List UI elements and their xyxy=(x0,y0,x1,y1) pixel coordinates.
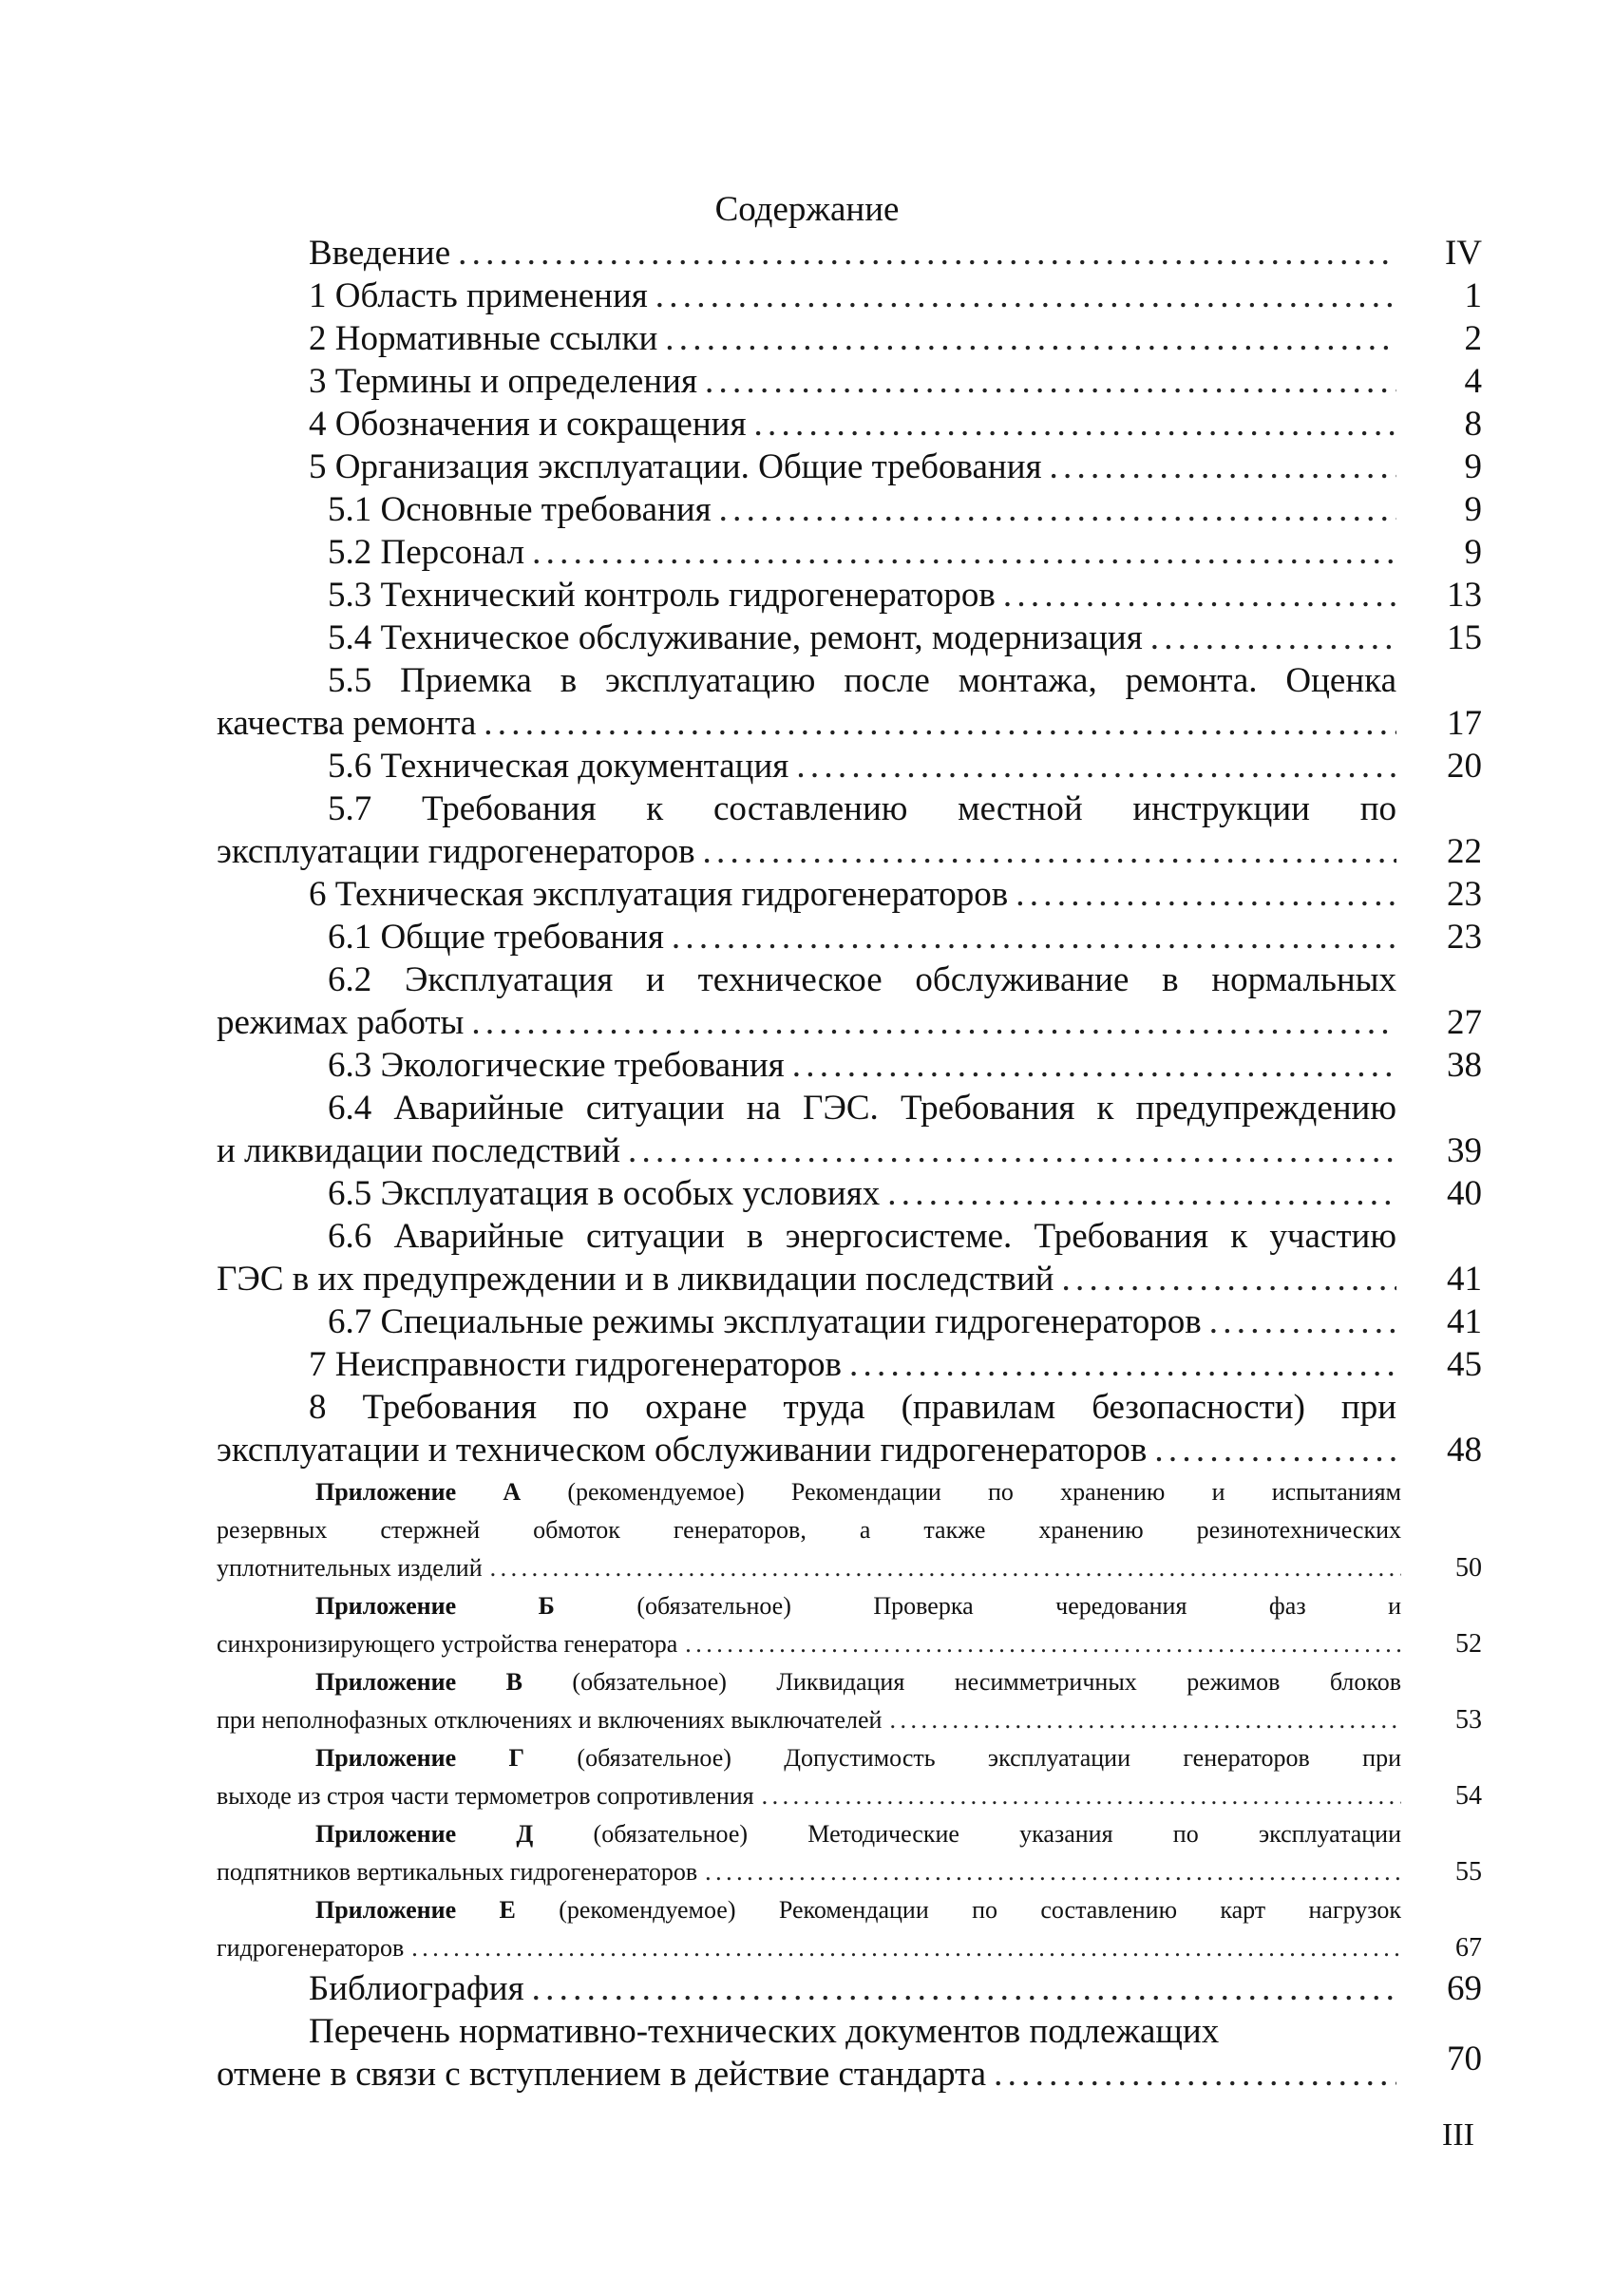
toc-line xyxy=(328,574,1396,617)
toc-text: 5.1 Основные требования xyxy=(328,490,712,529)
toc-entry[interactable] xyxy=(0,1215,1614,1300)
leader-dots xyxy=(705,1853,1401,1891)
leader-dots xyxy=(889,1701,1401,1739)
toc-appendix[interactable] xyxy=(0,1663,1614,1739)
leader-dots xyxy=(1150,617,1396,659)
page-ref: 20 xyxy=(1447,747,1482,786)
toc-line xyxy=(309,317,1396,360)
toc-line xyxy=(217,1511,1401,1549)
toc-line xyxy=(309,360,1396,403)
toc-text: выходе из строя части термометров сопротивления xyxy=(217,1782,754,1810)
toc-line xyxy=(328,745,1396,787)
toc-text: гидрогенераторов xyxy=(217,1934,405,1962)
toc-text: (рекомендуемое) Рекомендации по составлению карт нагрузок xyxy=(559,1896,1401,1924)
toc-text: резервных стержней обмоток генераторов, а также хранению резинотехнических xyxy=(217,1516,1401,1544)
appendix-label: Приложение Е xyxy=(315,1896,516,1924)
toc-text: 4 Обозначения и сокращения xyxy=(309,405,747,444)
appendix-label: Приложение А xyxy=(315,1478,522,1506)
toc-line xyxy=(217,1001,1396,1044)
toc-line xyxy=(309,1386,1396,1429)
toc-line xyxy=(309,403,1396,446)
toc-entry[interactable] xyxy=(0,958,1614,1044)
toc-line xyxy=(217,1625,1401,1663)
toc-text: эксплуатации гидрогенераторов xyxy=(217,832,695,871)
toc-line xyxy=(217,1258,1396,1300)
page-ref: 70 xyxy=(1447,2040,1482,2078)
toc-text: 6.4 Аварийные ситуации на ГЭС. Требования к предупреждению xyxy=(328,1089,1396,1128)
toc-line xyxy=(309,1967,1396,2010)
page-ref: 40 xyxy=(1447,1174,1482,1213)
toc-entry[interactable] xyxy=(0,2010,1614,2096)
toc-appendix[interactable] xyxy=(0,1739,1614,1815)
appendix-label: Приложение Д xyxy=(315,1820,534,1848)
appendix-label: Приложение Б xyxy=(315,1592,555,1620)
toc-line xyxy=(328,488,1396,531)
toc-text: 8 Требования по охране труда (правилам безопасности) при xyxy=(309,1388,1396,1427)
toc-text: 5 Организация эксплуатации. Общие требования xyxy=(309,447,1042,486)
page-ref: IV xyxy=(1444,234,1482,273)
toc-text: 7 Неисправности гидрогенераторов xyxy=(309,1345,842,1384)
toc-entry[interactable] xyxy=(0,446,1614,488)
toc-entry[interactable] xyxy=(0,1967,1614,2010)
leader-dots xyxy=(887,1172,1396,1215)
toc-appendix[interactable] xyxy=(0,1815,1614,1891)
toc-line xyxy=(217,1929,1401,1967)
leader-dots xyxy=(1016,873,1396,916)
page-ref: 9 xyxy=(1464,447,1482,486)
toc-title: Содержание xyxy=(714,190,900,229)
leader-dots xyxy=(532,1967,1396,2010)
toc-line xyxy=(217,1129,1396,1172)
page-ref: 9 xyxy=(1464,533,1482,572)
leader-dots xyxy=(411,1929,1401,1967)
page-ref: 38 xyxy=(1447,1046,1482,1085)
toc-entry[interactable] xyxy=(0,360,1614,403)
toc-entry[interactable] xyxy=(0,916,1614,958)
toc-line xyxy=(217,1549,1401,1587)
page-ref: 9 xyxy=(1464,490,1482,529)
toc-text: Введение xyxy=(309,234,451,273)
toc-entry[interactable] xyxy=(0,574,1614,617)
page-ref: 45 xyxy=(1447,1345,1482,1384)
toc-text: при неполнофазных отключениях и включениях выключателей xyxy=(217,1706,883,1734)
page-ref: 39 xyxy=(1447,1131,1482,1170)
leader-dots xyxy=(849,1343,1396,1386)
toc-line xyxy=(315,1473,1401,1511)
toc-appendix[interactable] xyxy=(0,1473,1614,1587)
toc-entry[interactable] xyxy=(0,1172,1614,1215)
leader-dots xyxy=(685,1625,1401,1663)
toc-entry[interactable] xyxy=(0,1087,1614,1172)
leader-dots xyxy=(1061,1258,1396,1300)
leader-dots xyxy=(753,403,1396,446)
toc-line xyxy=(309,873,1396,916)
leader-dots xyxy=(792,1044,1396,1087)
toc-text: (обязательное) Методические указания по эксплуатации xyxy=(593,1820,1402,1848)
toc-entry[interactable] xyxy=(0,232,1614,275)
toc-line xyxy=(328,958,1396,1001)
toc-text: 6.2 Эксплуатация и техническое обслуживание в нормальных xyxy=(328,960,1396,999)
leader-dots xyxy=(484,702,1396,745)
leader-dots xyxy=(471,1001,1396,1044)
leader-dots xyxy=(665,317,1396,360)
toc-text: (обязательное) Допустимость эксплуатации генераторов при xyxy=(577,1744,1401,1772)
page-ref: 41 xyxy=(1447,1260,1482,1299)
page-ref: 22 xyxy=(1447,832,1482,871)
page-ref: 41 xyxy=(1447,1302,1482,1341)
toc-entry[interactable] xyxy=(0,659,1614,745)
toc-line xyxy=(328,659,1396,702)
leader-dots xyxy=(994,2053,1396,2096)
toc-text: Библиография xyxy=(309,1969,524,2008)
toc-line xyxy=(309,232,1396,275)
toc-text: 6 Техническая эксплуатация гидрогенераторов xyxy=(309,875,1009,914)
leader-dots xyxy=(705,360,1396,403)
page-ref: 50 xyxy=(1455,1553,1482,1583)
toc-text: режимах работы xyxy=(217,1003,465,1042)
toc-entry[interactable] xyxy=(0,1300,1614,1343)
toc-line xyxy=(217,702,1396,745)
toc-text: 6.3 Экологические требования xyxy=(328,1046,785,1085)
toc-text: (обязательное) Проверка чередования фаз и xyxy=(636,1592,1402,1620)
toc-text: 5.2 Персонал xyxy=(328,533,525,572)
leader-dots xyxy=(762,1777,1401,1815)
toc-text: 6.5 Эксплуатация в особых условиях xyxy=(328,1174,881,1213)
page-ref: 15 xyxy=(1447,618,1482,657)
toc-entry[interactable] xyxy=(0,1044,1614,1087)
toc-text: подпятников вертикальных гидрогенераторов xyxy=(217,1858,698,1886)
toc-line xyxy=(328,787,1396,830)
leader-dots xyxy=(655,275,1396,317)
toc-entry[interactable] xyxy=(0,1343,1614,1386)
toc-text: 5.4 Техническое обслуживание, ремонт, модернизация xyxy=(328,618,1143,657)
toc-line xyxy=(328,1215,1396,1258)
toc-line xyxy=(328,1044,1396,1087)
page-ref: 17 xyxy=(1447,704,1482,743)
page-ref: 52 xyxy=(1455,1629,1482,1659)
leader-dots xyxy=(458,232,1396,275)
toc-list xyxy=(0,232,1614,2096)
toc-text: 5.6 Техническая документация xyxy=(328,747,789,786)
toc-entry[interactable] xyxy=(0,1386,1614,1471)
toc-line xyxy=(309,2010,1396,2053)
toc-appendix[interactable] xyxy=(0,1891,1614,1967)
toc-entry[interactable] xyxy=(0,873,1614,916)
toc-line xyxy=(309,275,1396,317)
toc-text: 2 Нормативные ссылки xyxy=(309,319,658,358)
toc-text: 6.6 Аварийные ситуации в энергосистеме. Требования к участию xyxy=(328,1217,1396,1256)
toc-text: эксплуатации и техническом обслуживании гидрогенераторов xyxy=(217,1431,1148,1470)
page-ref: 53 xyxy=(1455,1705,1482,1735)
toc-entry[interactable] xyxy=(0,531,1614,574)
toc-text: и ликвидации последствий xyxy=(217,1131,620,1170)
page-ref: 2 xyxy=(1464,319,1482,358)
toc-text: (обязательное) Ликвидация несимметричных режимов блоков xyxy=(572,1668,1401,1696)
page-ref: 13 xyxy=(1447,576,1482,615)
page-ref: 69 xyxy=(1447,1969,1482,2008)
toc-line xyxy=(328,1300,1396,1343)
leader-dots xyxy=(1209,1300,1396,1343)
toc-line xyxy=(328,1087,1396,1129)
toc-text: качества ремонта xyxy=(217,704,477,743)
page-ref: 48 xyxy=(1447,1431,1482,1470)
toc-text: уплотнительных изделий xyxy=(217,1554,483,1582)
leader-dots xyxy=(532,531,1396,574)
toc-text: 5.5 Приемка в эксплуатацию после монтажа, ремонта. Оценка xyxy=(328,661,1396,700)
leader-dots xyxy=(628,1129,1396,1172)
toc-text: синхронизирующего устройства генератора xyxy=(217,1630,678,1658)
toc-text: 1 Область применения xyxy=(309,276,648,315)
toc-line xyxy=(315,1663,1401,1701)
toc-line xyxy=(217,1429,1396,1471)
page-ref: 27 xyxy=(1447,1003,1482,1042)
toc-line xyxy=(315,1891,1401,1929)
toc-line xyxy=(328,531,1396,574)
toc-text: 5.3 Технический контроль гидрогенераторов xyxy=(328,576,996,615)
page-ref: 23 xyxy=(1447,918,1482,957)
toc-entry[interactable] xyxy=(0,488,1614,531)
toc-entry[interactable] xyxy=(0,275,1614,317)
appendix-label: Приложение Г xyxy=(315,1744,525,1772)
toc-line xyxy=(328,1172,1396,1215)
leader-dots xyxy=(1154,1429,1396,1471)
toc-line xyxy=(309,1343,1396,1386)
toc-text: отмене в связи с вступлением в действие стандарта xyxy=(217,2055,987,2094)
page-ref: 1 xyxy=(1464,276,1482,315)
toc-entry[interactable] xyxy=(0,317,1614,360)
toc-line xyxy=(328,916,1396,958)
toc-entry[interactable] xyxy=(0,617,1614,659)
toc-line xyxy=(217,1853,1401,1891)
page-ref: 8 xyxy=(1464,405,1482,444)
leader-dots xyxy=(703,830,1396,873)
toc-text: ГЭС в их предупреждении и в ликвидации последствий xyxy=(217,1260,1054,1299)
toc-text: 5.7 Требования к составлению местной инструкции по xyxy=(328,789,1396,828)
page-ref: 54 xyxy=(1455,1781,1482,1811)
toc-line xyxy=(315,1587,1401,1625)
page-ref: 23 xyxy=(1447,875,1482,914)
toc-entry[interactable] xyxy=(0,787,1614,873)
appendix-label: Приложение В xyxy=(315,1668,522,1696)
toc-text: 6.1 Общие требования xyxy=(328,918,664,957)
toc-text: 3 Термины и определения xyxy=(309,362,697,401)
page-ref: 67 xyxy=(1455,1933,1482,1963)
toc-line xyxy=(217,1777,1401,1815)
leader-dots xyxy=(1050,446,1396,488)
toc-line xyxy=(328,617,1396,659)
toc-line xyxy=(217,1701,1401,1739)
page-ref: 55 xyxy=(1455,1857,1482,1887)
leader-dots xyxy=(672,916,1396,958)
toc-line xyxy=(315,1815,1401,1853)
toc-line xyxy=(309,446,1396,488)
toc-text: Перечень нормативно-технических документов подлежащих xyxy=(309,2012,1220,2051)
toc-entry[interactable] xyxy=(0,403,1614,446)
toc-line xyxy=(217,2053,1396,2096)
toc-entry[interactable] xyxy=(0,745,1614,787)
page-ref: 4 xyxy=(1464,362,1482,401)
page-number: III xyxy=(1442,2117,1474,2153)
toc-text: 6.7 Специальные режимы эксплуатации гидрогенераторов xyxy=(328,1302,1202,1341)
leader-dots xyxy=(1003,574,1396,617)
leader-dots xyxy=(490,1549,1401,1587)
toc-text: (рекомендуемое) Рекомендации по хранению и испытаниям xyxy=(567,1478,1401,1506)
leader-dots xyxy=(796,745,1396,787)
toc-line xyxy=(315,1739,1401,1777)
leader-dots xyxy=(719,488,1396,531)
toc-line xyxy=(217,830,1396,873)
toc-appendix[interactable] xyxy=(0,1587,1614,1663)
